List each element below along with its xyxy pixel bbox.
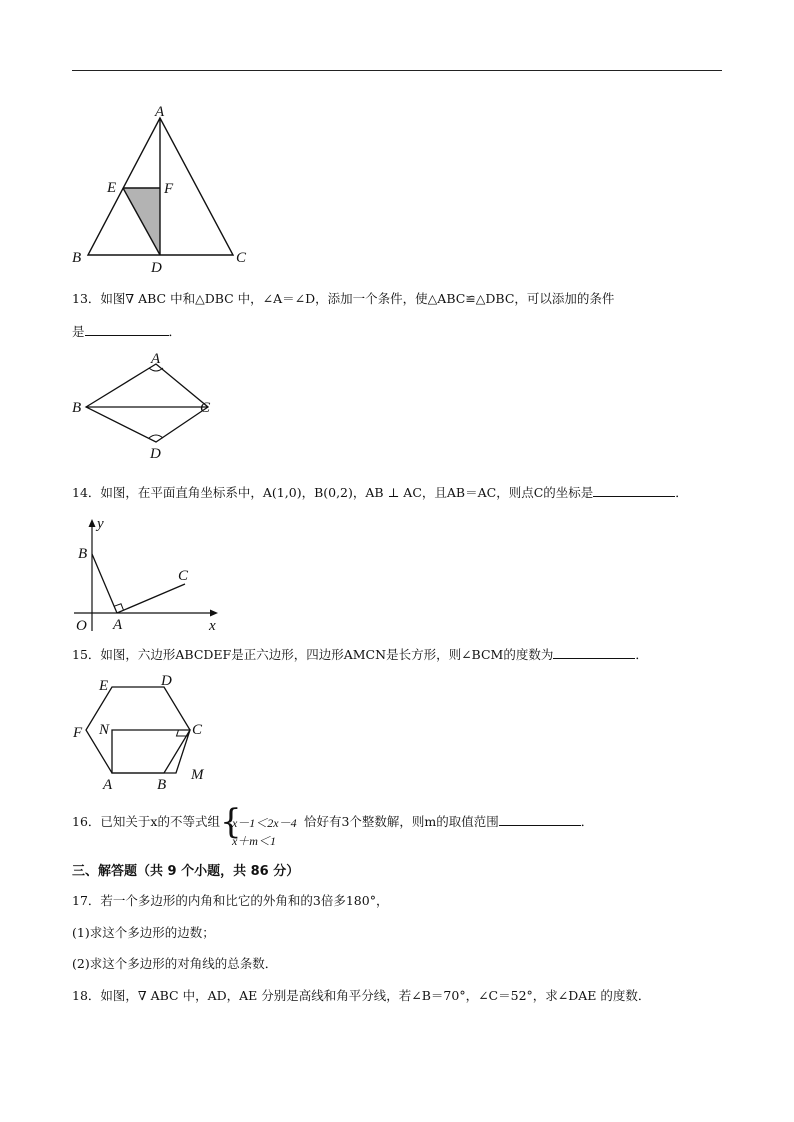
label-D: D	[151, 260, 162, 276]
q15-text: 15．如图，六边形ABCDEF是正六边形，四边形AMCN是长方形，则∠BCM的度数为	[72, 647, 554, 662]
q13-answer-blank[interactable]	[85, 322, 169, 336]
q13-prefix: 是	[72, 324, 85, 339]
label-D: D	[161, 673, 172, 689]
q16-suffix: 恰好有3个整数解，则m的取值范围	[303, 814, 499, 829]
label-E: E	[99, 678, 109, 694]
q13-line2	[72, 322, 181, 341]
figure-q13-quadrilateral	[70, 350, 230, 465]
brace-glyph: {	[219, 801, 242, 842]
q14-answer-blank[interactable]	[593, 483, 675, 497]
q16-end: ．	[580, 814, 594, 829]
label-A: A	[151, 351, 161, 367]
q14-line	[72, 483, 688, 502]
label-F: F	[73, 725, 83, 741]
label-C: C	[178, 568, 189, 584]
q17-part2: (2)求这个多边形的对角线的总条数．	[72, 956, 278, 971]
q17-stem: 17．若一个多边形的内角和比它的外角和的3倍多180°，	[72, 893, 389, 908]
label-x: x	[209, 618, 216, 634]
figure-q15-hexagon	[70, 672, 220, 792]
q16-row1: x－1＜2x－4	[231, 815, 297, 830]
q13-suffix: ．	[168, 324, 182, 339]
q16-inequality-system	[219, 801, 304, 848]
figure-q14-coordinate	[70, 513, 230, 635]
figure-q12-triangle	[70, 100, 270, 278]
label-A: A	[155, 104, 165, 120]
q15-line	[72, 645, 648, 664]
label-N: N	[99, 722, 110, 738]
label-M: M	[191, 767, 204, 783]
q16-prefix: 16．已知关于x的不等式组	[72, 814, 220, 829]
label-B: B	[78, 546, 88, 562]
q15-answer-blank[interactable]	[553, 645, 635, 659]
label-B: B	[72, 400, 82, 416]
q13-line1: 13．如图∇ ABC 中和△DBC 中，∠A＝∠D，添加一个条件，使△ABC≌△DBC，可以添加的条件	[72, 291, 615, 306]
label-E: E	[107, 180, 117, 196]
label-C: C	[192, 722, 203, 738]
q17-part1: (1)求这个多边形的边数；	[72, 925, 215, 940]
label-B: B	[157, 777, 167, 792]
section-title: 三、解答题（共 9 个小题，共 86 分）	[72, 864, 300, 879]
q14-text: 14．如图，在平面直角坐标系中，A(1,0)，B(0,2)，AB ⊥ AC，且AB＝AC，则点C的坐标是	[72, 485, 594, 500]
label-F: F	[164, 181, 174, 197]
q16-answer-blank[interactable]	[499, 812, 581, 826]
label-O: O	[76, 618, 87, 634]
label-B: B	[72, 250, 82, 266]
label-A: A	[113, 617, 123, 633]
q14-suffix: ．	[675, 485, 688, 500]
label-D: D	[150, 446, 161, 462]
q16-row2: x＋m＜1	[231, 833, 276, 848]
label-A: A	[103, 777, 113, 792]
label-C: C	[236, 250, 247, 266]
header-rule	[72, 70, 722, 71]
q15-suffix: ．	[635, 647, 648, 662]
q18-stem: 18．如图，∇ ABC 中，AD，AE 分别是高线和角平分线，若∠B＝70°，∠C＝52°，求∠DAE 的度数．	[72, 988, 651, 1003]
q16-line	[72, 801, 594, 848]
label-C: C	[200, 400, 211, 416]
label-y: y	[97, 516, 104, 532]
